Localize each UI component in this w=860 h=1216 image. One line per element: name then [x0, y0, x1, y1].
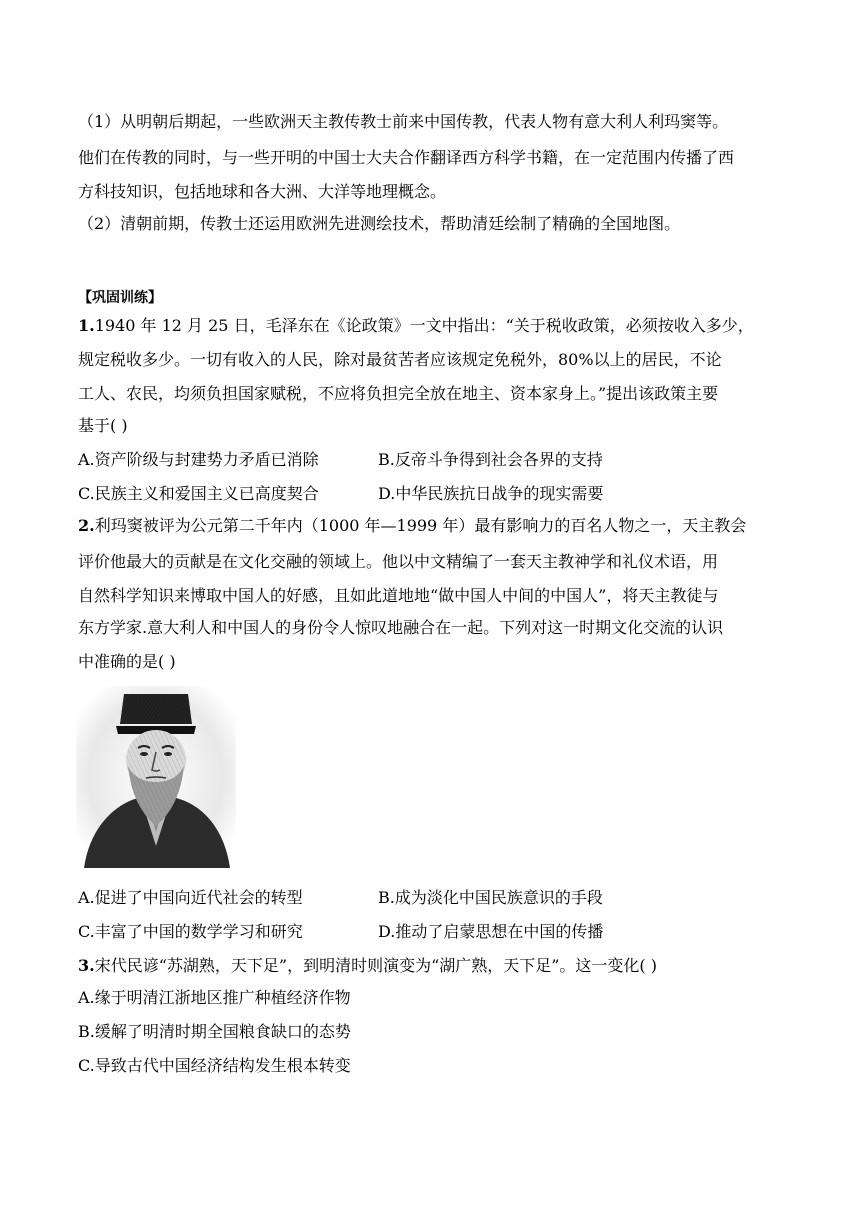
q2-line-2: 评价他最大的贡献是在文化交融的领域上。他以中文精编了一套天主教神学和礼仪术语，用 — [78, 552, 719, 571]
q2-options-row-1 — [78, 888, 778, 908]
q2-text-1: 利玛窦被评为公元第二千年内（1000 年—1999 年）最有影响力的百名人物之一，天主教会 — [94, 516, 747, 535]
q1-number: 1. — [78, 316, 95, 335]
q1-option-c[interactable]: C.民族主义和爱国主义已高度契合 — [78, 484, 319, 503]
q3-line-1 — [78, 956, 657, 976]
q1-text-1: 1940 年 12 月 25 日，毛泽东在《论政策》一文中指出：“关于税收政策，必须按收入多少， — [94, 316, 754, 335]
intro-line-3: 方科技知识，包括地球和各大洲、大洋等地理概念。 — [78, 182, 447, 201]
q1-options-row-1 — [78, 450, 778, 470]
q3-option-b[interactable]: B.缓解了明清时期全国粮食缺口的态势 — [78, 1022, 351, 1041]
q2-options-row-2 — [78, 922, 778, 942]
q3-number: 3. — [78, 956, 95, 975]
q2-line-5: 中准确的是( ) — [78, 652, 176, 671]
q2-option-b[interactable]: B.成为淡化中国民族意识的手段 — [378, 888, 603, 907]
q2-line-1 — [78, 516, 746, 536]
q3-text-1: 宋代民谚“苏湖熟，天下足”，到明清时则演变为“湖广熟，天下足”。这一变化( ) — [94, 956, 657, 975]
q1-line-1 — [78, 316, 754, 336]
intro-line-2: 他们在传教的同时，与一些开明的中国士大夫合作翻译西方科学书籍，在一定范围内传播了西 — [78, 148, 735, 167]
q1-option-b[interactable]: B.反帝斗争得到社会各界的支持 — [378, 450, 603, 469]
q1-line-2: 规定税收多少。一切有收入的人民，除对最贫苦者应该规定免税外，80%以上的居民，不论 — [78, 350, 722, 369]
q1-options-row-2 — [78, 484, 778, 504]
q2-option-a[interactable]: A.促进了中国向近代社会的转型 — [78, 888, 303, 907]
section-title: 【巩固训练】 — [78, 290, 162, 306]
q1-option-a[interactable]: A.资产阶级与封建势力矛盾已消除 — [78, 450, 319, 469]
q2-option-c[interactable]: C.丰富了中国的数学学习和研究 — [78, 922, 303, 941]
q2-option-d[interactable]: D.推动了启蒙思想在中国的传播 — [378, 922, 604, 941]
q2-number: 2. — [78, 516, 95, 535]
matteo-ricci-portrait — [76, 686, 236, 868]
q3-option-a[interactable]: A.缘于明清江浙地区推广种植经济作物 — [78, 988, 351, 1007]
q1-line-4: 基于( ) — [78, 416, 128, 435]
intro-line-4: （2）清朝前期，传教士还运用欧洲先进测绘技术，帮助清廷绘制了精确的全国地图。 — [78, 214, 681, 233]
q3-option-c[interactable]: C.导致古代中国经济结构发生根本转变 — [78, 1056, 351, 1075]
q2-line-4: 东方学家.意大利人和中国人的身份令人惊叹地融合在一起。下列对这一时期文化交流的认识 — [78, 618, 724, 637]
q1-line-3: 工人、农民，均须负担国家赋税，不应将负担完全放在地主、资本家身上。”提出该政策主要 — [78, 384, 719, 403]
q2-line-3: 自然科学知识来博取中国人的好感，且如此道地地“做中国人中间的中国人”，将天主教徒与 — [78, 586, 719, 605]
q1-option-d[interactable]: D.中华民族抗日战争的现实需要 — [378, 484, 604, 503]
intro-line-1: （1）从明朝后期起，一些欧洲天主教传教士前来中国传教，代表人物有意大利人利玛窦等。 — [78, 112, 729, 131]
